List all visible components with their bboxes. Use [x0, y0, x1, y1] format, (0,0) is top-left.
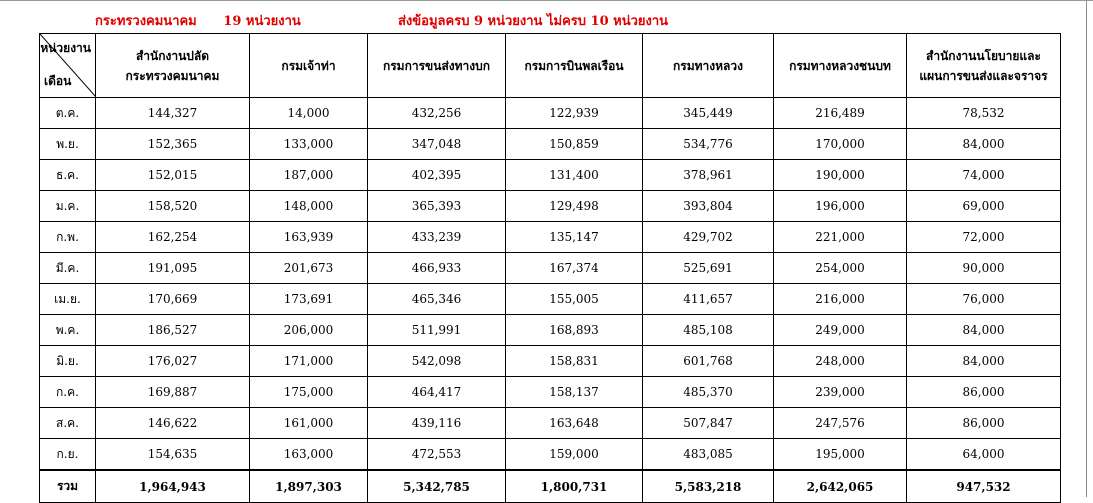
corner-label-month: เดือน: [44, 74, 72, 88]
value-cell: 247,576: [774, 408, 907, 439]
column-header-line: สำนักงานปลัด: [135, 48, 210, 63]
month-cell: มิ.ย.: [40, 346, 96, 377]
value-cell: 131,400: [506, 160, 643, 191]
value-cell: 254,000: [774, 253, 907, 284]
value-cell: 84,000: [907, 129, 1061, 160]
value-cell: 152,015: [96, 160, 250, 191]
report-title: [95, 10, 669, 31]
corner-label-unit: หน่วยงาน: [40, 41, 91, 55]
value-cell: 195,000: [774, 439, 907, 471]
value-cell: 162,254: [96, 222, 250, 253]
value-cell: 190,000: [774, 160, 907, 191]
column-header: กรมทางหลวง: [643, 34, 774, 98]
month-cell: ส.ค.: [40, 408, 96, 439]
value-cell: 176,027: [96, 346, 250, 377]
value-cell: 69,000: [907, 191, 1061, 222]
value-cell: 464,417: [368, 377, 506, 408]
value-cell: 483,085: [643, 439, 774, 471]
value-cell: 133,000: [250, 129, 368, 160]
column-header: กรมเจ้าท่า: [250, 34, 368, 98]
ministry-name: กระทรวงคมนาคม: [95, 14, 197, 29]
value-cell: 84,000: [907, 315, 1061, 346]
column-header: กรมการบินพลเรือน: [506, 34, 643, 98]
table-row: [40, 377, 1061, 408]
value-cell: 86,000: [907, 408, 1061, 439]
total-cell: 5,342,785: [368, 470, 506, 503]
value-cell: 167,374: [506, 253, 643, 284]
value-cell: 76,000: [907, 284, 1061, 315]
value-cell: 507,847: [643, 408, 774, 439]
table-row: [40, 98, 1061, 129]
value-cell: 378,961: [643, 160, 774, 191]
total-row: [40, 470, 1061, 503]
value-cell: 175,000: [250, 377, 368, 408]
table-row: [40, 315, 1061, 346]
value-cell: 485,108: [643, 315, 774, 346]
total-cell: 1,800,731: [506, 470, 643, 503]
table-row: [40, 191, 1061, 222]
value-cell: 122,939: [506, 98, 643, 129]
month-cell: ธ.ค.: [40, 160, 96, 191]
value-cell: 525,691: [643, 253, 774, 284]
value-cell: 150,859: [506, 129, 643, 160]
value-cell: 159,000: [506, 439, 643, 471]
column-header: [96, 34, 250, 98]
value-cell: 402,395: [368, 160, 506, 191]
value-cell: 64,000: [907, 439, 1061, 471]
column-header: กรมทางหลวงชนบท: [774, 34, 907, 98]
table-row: [40, 160, 1061, 191]
value-cell: 347,048: [368, 129, 506, 160]
value-cell: 169,887: [96, 377, 250, 408]
value-cell: 171,000: [250, 346, 368, 377]
value-cell: 216,489: [774, 98, 907, 129]
value-cell: 158,831: [506, 346, 643, 377]
value-cell: 393,804: [643, 191, 774, 222]
page-right-border: [1086, 0, 1087, 497]
value-cell: 173,691: [250, 284, 368, 315]
value-cell: 432,256: [368, 98, 506, 129]
value-cell: 191,095: [96, 253, 250, 284]
value-cell: 135,147: [506, 222, 643, 253]
value-cell: 158,520: [96, 191, 250, 222]
value-cell: 158,137: [506, 377, 643, 408]
column-header: [907, 34, 1061, 98]
column-header: กรมการขนส่งทางบก: [368, 34, 506, 98]
header-row: [40, 34, 1061, 98]
month-cell: ก.ย.: [40, 439, 96, 471]
value-cell: 163,648: [506, 408, 643, 439]
value-cell: 84,000: [907, 346, 1061, 377]
column-header-line: กระทรวงคมนาคม: [125, 68, 220, 83]
total-cell: 947,532: [907, 470, 1061, 503]
value-cell: 433,239: [368, 222, 506, 253]
value-cell: 542,098: [368, 346, 506, 377]
total-cell: 1,964,943: [96, 470, 250, 503]
value-cell: 411,657: [643, 284, 774, 315]
month-cell: พ.ย.: [40, 129, 96, 160]
corner-header: [40, 34, 96, 98]
total-cell: 2,642,065: [774, 470, 907, 503]
table-row: [40, 129, 1061, 160]
value-cell: 170,000: [774, 129, 907, 160]
table-row: [40, 408, 1061, 439]
value-cell: 485,370: [643, 377, 774, 408]
total-cell: 1,897,303: [250, 470, 368, 503]
month-cell: ม.ค.: [40, 191, 96, 222]
table-body: [40, 98, 1061, 503]
value-cell: 186,527: [96, 315, 250, 346]
value-cell: 163,000: [250, 439, 368, 471]
value-cell: 146,622: [96, 408, 250, 439]
value-cell: 239,000: [774, 377, 907, 408]
value-cell: 201,673: [250, 253, 368, 284]
value-cell: 152,365: [96, 129, 250, 160]
table-row: [40, 222, 1061, 253]
value-cell: 187,000: [250, 160, 368, 191]
value-cell: 216,000: [774, 284, 907, 315]
agency-count: 19 หน่วยงาน: [223, 14, 301, 29]
value-cell: 90,000: [907, 253, 1061, 284]
value-cell: 144,327: [96, 98, 250, 129]
month-cell: มี.ค.: [40, 253, 96, 284]
total-cell: 5,583,218: [643, 470, 774, 503]
table-row: [40, 346, 1061, 377]
value-cell: 601,768: [643, 346, 774, 377]
value-cell: 163,939: [250, 222, 368, 253]
value-cell: 249,000: [774, 315, 907, 346]
value-cell: 72,000: [907, 222, 1061, 253]
value-cell: 429,702: [643, 222, 774, 253]
value-cell: 465,346: [368, 284, 506, 315]
month-cell: ก.พ.: [40, 222, 96, 253]
value-cell: 248,000: [774, 346, 907, 377]
table-row: [40, 284, 1061, 315]
value-cell: 155,005: [506, 284, 643, 315]
value-cell: 161,000: [250, 408, 368, 439]
column-header-line: แผนการขนส่งและจราจร: [919, 68, 1048, 83]
table-row: [40, 253, 1061, 284]
value-cell: 168,893: [506, 315, 643, 346]
value-cell: 154,635: [96, 439, 250, 471]
value-cell: 196,000: [774, 191, 907, 222]
month-cell: ก.ค.: [40, 377, 96, 408]
value-cell: 221,000: [774, 222, 907, 253]
value-cell: 129,498: [506, 191, 643, 222]
value-cell: 74,000: [907, 160, 1061, 191]
month-cell: ต.ค.: [40, 98, 96, 129]
month-cell: พ.ค.: [40, 315, 96, 346]
column-header-line: สำนักงานนโยบายและ: [926, 48, 1041, 63]
value-cell: 511,991: [368, 315, 506, 346]
value-cell: 472,553: [368, 439, 506, 471]
submission-status: ส่งข้อมูลครบ 9 หน่วยงาน ไม่ครบ 10 หน่วยงาน: [398, 14, 669, 29]
value-cell: 78,532: [907, 98, 1061, 129]
value-cell: 206,000: [250, 315, 368, 346]
data-table: [39, 33, 1061, 503]
month-cell: เม.ย.: [40, 284, 96, 315]
value-cell: 148,000: [250, 191, 368, 222]
value-cell: 14,000: [250, 98, 368, 129]
value-cell: 86,000: [907, 377, 1061, 408]
total-label: รวม: [40, 470, 96, 503]
value-cell: 170,669: [96, 284, 250, 315]
value-cell: 345,449: [643, 98, 774, 129]
page-top-border: [0, 0, 1093, 7]
value-cell: 534,776: [643, 129, 774, 160]
value-cell: 466,933: [368, 253, 506, 284]
value-cell: 365,393: [368, 191, 506, 222]
value-cell: 439,116: [368, 408, 506, 439]
table-row: [40, 439, 1061, 471]
